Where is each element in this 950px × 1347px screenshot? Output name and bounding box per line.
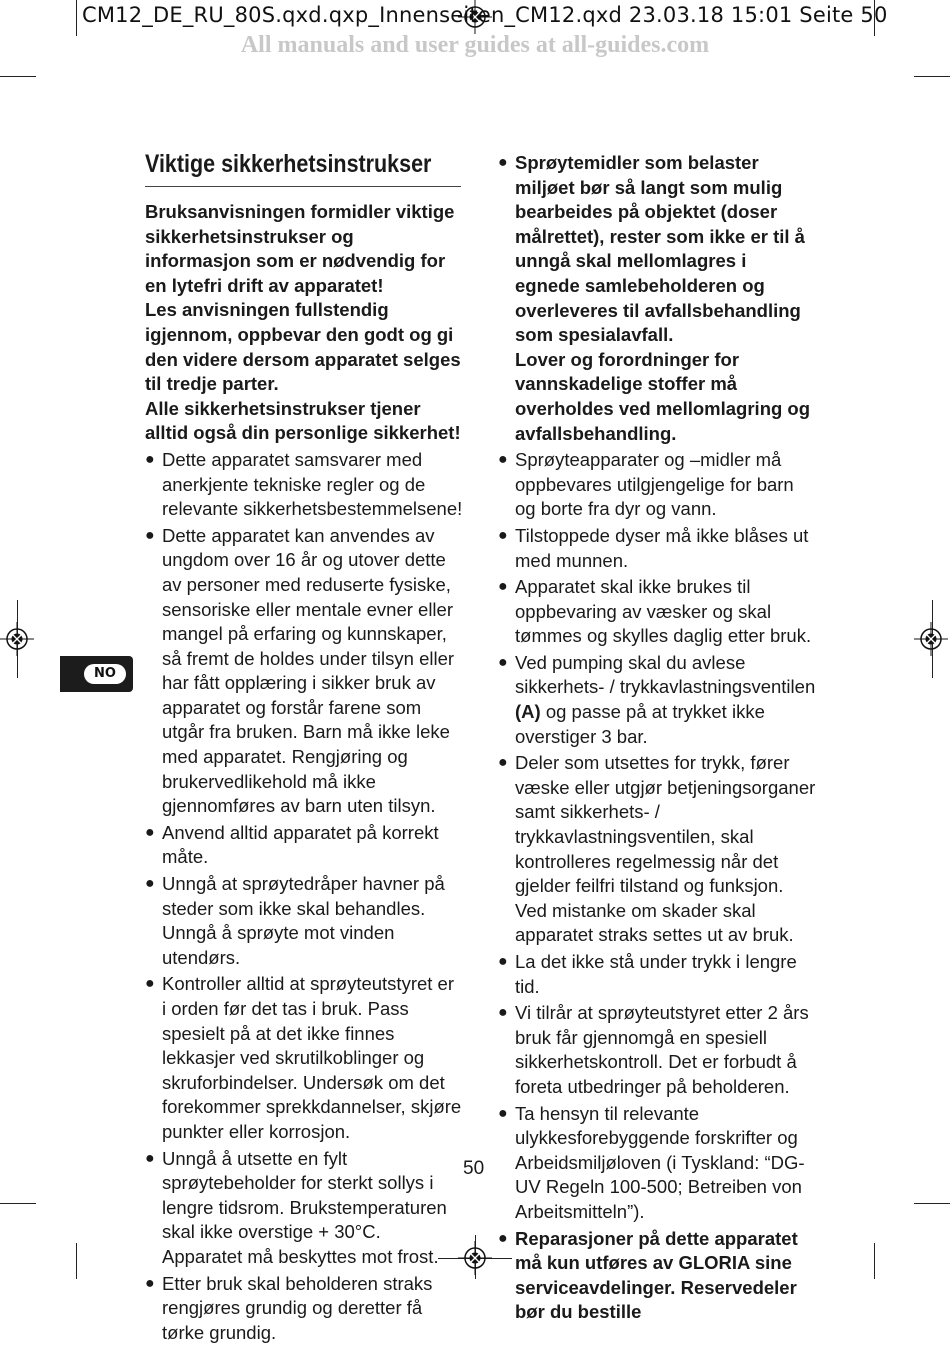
intro-paragraph: Les anvisningen fullstendig igjennom, oppbevar den godt og gi den videre dersom apparatet selges til tredje parter.: [145, 299, 461, 395]
bullet-icon: ●: [498, 1229, 508, 1247]
list-item: ● Ta hensyn til relevante ulykkesforebyggende forskrifter og Arbeidsmiljøloven (i Tyskland: “DG-UV Regeln 100-500; Betreiben von Arbeitsmitteln”).: [498, 1102, 805, 1222]
list-item: ● Deler som utsettes for trykk, fører væske eller utgjør betjeningsorganer samt sikkerhets- / trykkavlastningsventilen, skal kontrolleres regelmessig når det gjelder feilfri tilstand og funksjon. Ved mistanke om skader skal apparatet straks settes ut av bruk.: [498, 752, 816, 946]
list-item: ● Ved pumping skal du avlese sikkerhets- / trykkavlastningsventilen (A) og passe på at trykket ikke overstiger 3 bar.: [498, 651, 816, 747]
list-item: ● Sprøyteapparater og –midler må oppbevares utilgjengelige for barn og borte fra dyr og vann.: [498, 449, 794, 520]
bullet-icon: ●: [498, 451, 508, 469]
bullet-icon: ●: [498, 154, 508, 171]
list-item: ● Dette apparatet samsvarer med anerkjente tekniske regler og de relevante sikkerhetsbestemmelsene!: [145, 448, 463, 520]
intro-paragraph: Alle sikkerhetsinstrukser tjener alltid også din personlige sikkerhet!: [145, 397, 461, 444]
list-item: ● Anvend alltid apparatet på korrekt måte.: [145, 821, 439, 868]
left-bullet-list: [145, 448, 463, 1345]
registration-mark-icon-right: [914, 622, 948, 656]
bullet-icon: ●: [145, 526, 155, 544]
language-tab-label: NO: [84, 664, 126, 684]
left-column: [145, 200, 463, 1347]
bullet-icon: ●: [145, 450, 155, 468]
right-bullet-list: [498, 151, 816, 1325]
bullet-icon: ●: [145, 1274, 155, 1292]
intro-paragraph: Bruksanvisningen formidler viktige sikkerhetsinstrukser og informasjon som er nødvendig for en lytefri drift av apparatet!: [145, 201, 455, 296]
crop-mark-right-lower-h: [914, 1203, 950, 1204]
list-item: ● La det ikke stå under trykk i lengre tid.: [498, 951, 797, 997]
bullet-icon: ●: [498, 1004, 508, 1022]
list-item: ● Reparasjoner på dette apparatet må kun utføres av GLORIA sine serviceavdelinger. Reservedeler bør du bestille: [498, 1227, 798, 1323]
list-item: ● Vi tilrår at sprøyteutstyret etter 2 års bruk får gjennomgå en spesiell sikkerhetskontroll. Det er forbudt å foreta utbedringer på beholderen.: [498, 1002, 809, 1097]
page-title: Viktige sikkerhetsinstrukser: [145, 150, 432, 178]
list-item: ● Etter bruk skal beholderen straks rengjøres grundig og deretter få tørke grundig.: [145, 1272, 433, 1343]
crop-mark-bottom-left-v: [76, 1243, 77, 1279]
crop-mark-left-upper-h: [0, 76, 36, 77]
title-underline: [145, 186, 461, 187]
bullet-icon: ●: [498, 754, 508, 772]
registration-mark-icon-left: [0, 622, 34, 656]
list-item: ● Kontroller alltid at sprøyteutstyret er i orden før det tas i bruk. Pass spesielt på at det ikke finnes lekkasjer ved skrutilkoblinger og skruforbindelser. Undersøk om det forekommer sprekkdannelser, skjøre punkter eller korrosjon.: [145, 973, 462, 1142]
bullet-icon: ●: [145, 875, 155, 893]
bullet-icon: ●: [145, 823, 155, 841]
crop-mark-top-left-v: [76, 0, 77, 36]
list-item: ● Apparatet skal ikke brukes til oppbevaring av væsker og skal tømmes og skylles daglig etter bruk.: [498, 576, 812, 647]
bullet-icon: ●: [498, 953, 508, 970]
crop-mark-left-lower-h: [0, 1203, 36, 1204]
bullet-icon: ●: [498, 526, 508, 544]
bullet-icon: ●: [145, 975, 155, 993]
list-item: ● Unngå at sprøytedråper havner på steder som ikke skal behandles. Unngå å sprøyte mot vinden utendørs.: [145, 873, 445, 968]
watermark: All manuals and user guides at all-guides.com: [240, 32, 710, 58]
bullet-icon: ●: [498, 1104, 508, 1122]
crop-mark-bottom-right-v: [874, 1243, 875, 1279]
print-slug: CM12_DE_RU_80S.qxd.qxp_Innenseiten_CM12.qxd 23.03.18 15:01 Seite 50: [82, 3, 888, 27]
list-item: ● Dette apparatet kan anvendes av ungdom over 16 år og utover dette av personer med reduserte fysiske, sensoriske eller mentale evner eller mangel på erfaring og kunnskaper, så fremt de holdes under tilsyn eller har fått opplæring i sikker bruk av apparatet og forstår farene som utgår fra bruken. Barn må ikke leke med apparatet. Rengjøring og brukervedlikehold må ikke gjennomføres av barn uten tilsyn.: [145, 524, 455, 817]
list-item: ● Unngå å utsette en fylt sprøytebeholder for sterkt sollys i lengre tidsrom. Brukstemperaturen skal ikke overstige + 30°C. Apparatet må beskyttes mot frost.: [145, 1147, 447, 1267]
valve-reference: (A): [515, 701, 541, 723]
registration-mark-icon-bottom: [458, 1241, 492, 1275]
right-column: [498, 151, 816, 1327]
bullet-icon: ●: [498, 653, 508, 671]
crop-mark-right-upper-h: [914, 76, 950, 77]
bullet-icon: ●: [498, 578, 508, 596]
list-item: ● Sprøytemidler som belaster miljøet bør så langt som mulig bearbeides på objektet (doser målrettet), rester som ikke er til å unngå skal mellomlagres i egnede samlebeholderen og overleveres til avfallsbehandling som spesialavfall. Lover og forordninger for vannskadelige stoffer må overholdes ved mellomlagring og avfallsbehandling.: [498, 152, 811, 444]
bullet-icon: ●: [145, 1149, 155, 1167]
page-number: 50: [463, 1158, 485, 1179]
list-item: ● Tilstoppede dyser må ikke blåses ut med munnen.: [498, 524, 809, 571]
